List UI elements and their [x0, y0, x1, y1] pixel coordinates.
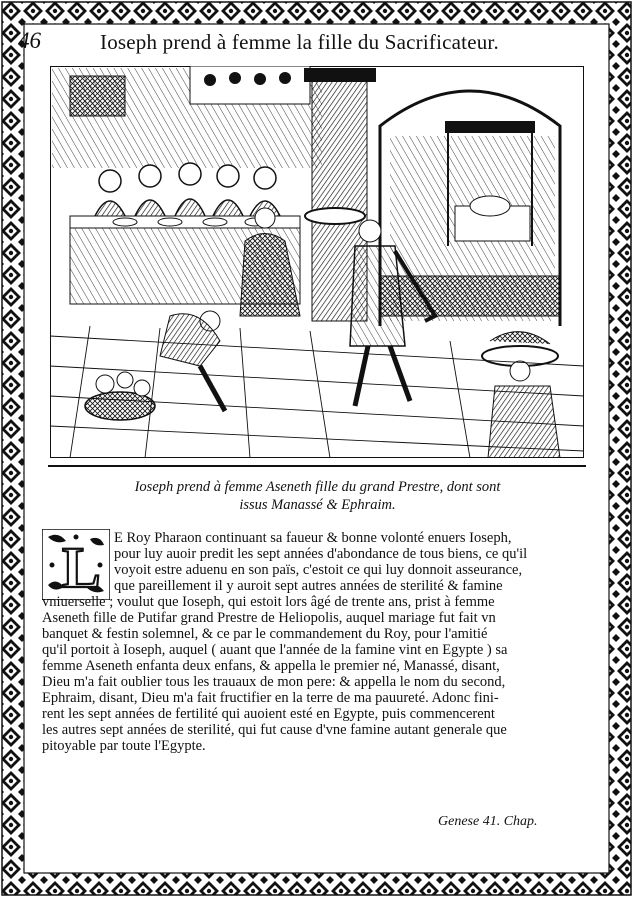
ornamental-dropcap	[42, 529, 110, 600]
caption-line: issus Manassé & Ephraim.	[239, 497, 396, 513]
scripture-reference: Genese 41. Chap.	[438, 814, 538, 829]
body-text-line: rent les sept années de fertilité qui auoient esté en Egypte, puis commencerent	[42, 706, 495, 722]
body-text-line: Dieu m'a fait oublier tous les trauaux de mon pere: & appella le nom du second,	[42, 674, 506, 690]
page-title: Ioseph prend à femme la fille du Sacrificateur.	[100, 30, 499, 54]
body-text-line: pour luy auoir predit les sept années d'abondance de tous biens, ce qu'il	[114, 546, 528, 562]
body-text-line: que pareillement il y auroit sept autres années de sterilité & famine	[114, 578, 503, 594]
body-text-line: pitoyable par toute l'Egypte.	[42, 738, 206, 754]
body-text-line: voyoit estre aduenu en son païs, c'estoit ce qui luy donnoit asseurance,	[114, 562, 523, 578]
body-text-line: vniuerselle ; voulut que Ioseph, qui estoit lors âgé de trente ans, prist à femme	[42, 594, 495, 610]
body-text-line: Aseneth fille de Putifar grand Prestre de Heliopolis, auquel mariage fut fait vn	[42, 610, 496, 626]
caption-line: Ioseph prend à femme Aseneth fille du grand Prestre, dont sont	[134, 479, 501, 495]
dropcap-letter: L	[62, 535, 101, 600]
body-text-line: banquet & festin solemnel, & ce par le commandement du Roy, pour l'amitié	[42, 626, 488, 642]
woodcut-illustration	[50, 66, 584, 458]
body-text-line: Ephraim, disant, Dieu m'a fait fructifier en la terre de ma pauureté. Adonc fini-	[42, 690, 499, 706]
body-text-line: qu'il portoit à Ioseph, auquel ( auant que l'année de la famine vint en Egypte ) sa	[42, 642, 508, 658]
body-text-line: E Roy Pharaon continuant sa faueur & bonne volonté enuers Ioseph,	[114, 530, 512, 546]
body-text-line: femme Aseneth enfanta deux enfans, & appella le premier né, Manassé, disant,	[42, 658, 500, 674]
caption-rule	[48, 465, 586, 467]
page-number: 46	[18, 28, 41, 53]
body-text-line: les autres sept années de sterilité, qui fut cause d'vne famine autant generale que	[42, 722, 507, 738]
